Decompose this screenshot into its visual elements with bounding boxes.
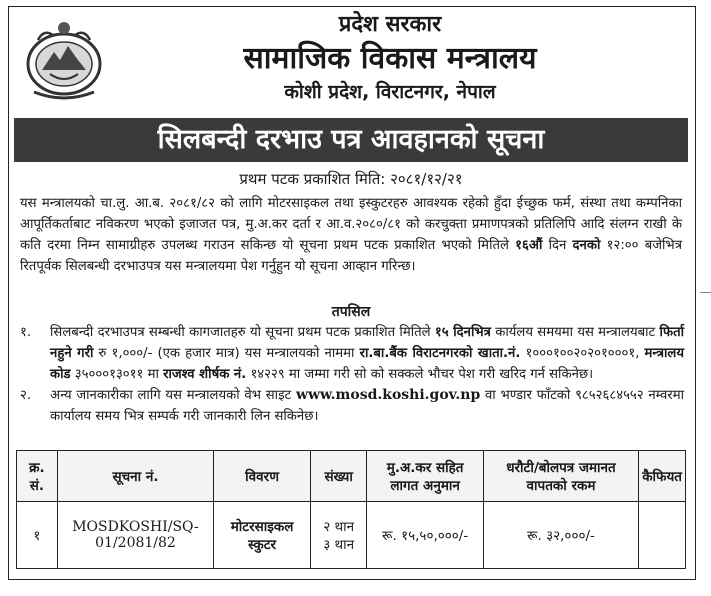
cell-estimate: रू. १५,५०,०००/- [367, 502, 483, 569]
cell-notice-no: MOSDKOSHI/SQ-01/2081/82 [57, 502, 214, 569]
item1-bold-3: रा.बा.बैंक विराटनगरको खाता.नं. [359, 346, 521, 361]
col-header-remarks: कैफियत [639, 451, 686, 502]
nepal-emblem-icon [20, 14, 108, 102]
schedule-heading: तपसिल [331, 304, 371, 320]
list-item-number: १. [20, 325, 32, 340]
col-header-estimate: मु.अ.कर सहित लागत अनुमान [367, 451, 483, 502]
cell-deposit: रू. ३२,०००/- [483, 502, 638, 569]
list-item-number: २. [20, 388, 32, 403]
ministry-name: सामाजिक विकास मन्त्रालय [243, 41, 537, 76]
list-item-text [50, 385, 684, 427]
item1-bold-2: फिर्ता नहुने गरी [50, 325, 684, 361]
table-header-row [17, 451, 686, 502]
para-text-1: यस मन्त्रालयको चा.लु. आ.ब. २०८१/८२ को लागि मोटरसाइकल तथा इस्कुटरहरु आवश्यक रहेको हुँदा ईच्छुक फर्म, संस्था तथा कम्पनिका आपूर्तिकर्ताबाट नविकरण भएको इजाजत पत्र, मु.अ.कर दर्ता र आ.व.२०८०/८१ को करचुक्ता प्रमाणपत्रको प्रतिलिपि आदि संलग्न राखी के कति दरमा निम्न सामाग्रीहरु उपलब्ध गराउन सकिन्छ यो सूचना प्रथम पटक प्रकाशित भएको मितिले [20, 196, 682, 253]
item1-text-1: सिलबन्दी दरभाउपत्र सम्बन्धी कागजातहरु यो सूचना प्रथम पटक प्रकाशित मितिले [50, 325, 435, 340]
notice-title: सिलबन्दी दरभाउ पत्र आवहानको सूचना [14, 118, 688, 162]
item1-bold-5: राजश्व शीर्षक नं. [163, 367, 247, 382]
item1-bold-1: १५ दिनभित्र [434, 325, 491, 340]
cell-remarks [639, 502, 686, 569]
terms-list [20, 322, 684, 427]
list-item [20, 385, 684, 427]
edge-mark [700, 292, 711, 293]
cell-description: मोटरसाइकल स्कुटर [214, 502, 311, 569]
ministry-header [110, 10, 670, 106]
col-header-description: विवरण [214, 451, 311, 502]
col-header-sn: क्र. सं. [17, 451, 58, 502]
item1-text-5: ३५०००१३०११ मा [70, 367, 164, 382]
cell-quantity [310, 502, 367, 569]
qty-motorcycle: २ थान [323, 519, 355, 535]
list-item [20, 322, 684, 385]
item1-bold-4: मन्त्रालय कोड [50, 346, 685, 382]
notice-paragraph [20, 193, 682, 277]
item1-text-6: १४२२९ मा जम्मा गरी सो को सक्कले भौचर पेश गरी खरिद गर्न सकिनेछ। [246, 367, 594, 382]
website-link[interactable]: www.mosd.koshi.gov.np [295, 387, 481, 403]
item2-text-2: वा भण्डार फाँटको ९८५२६८४५५२ नम्वरमा कार्यालय समय भित्र सम्पर्क गरी जानकारी लिन सकिनेछ। [50, 388, 685, 424]
cell-sn: १ [17, 502, 58, 569]
province-government: प्रदेश सरकार [338, 12, 442, 37]
col-header-quantity: संख्या [310, 451, 367, 502]
table-row [17, 502, 686, 569]
item1-text-3: रु १,०००/- (एक हजार मात्र) यस मन्त्रालयको नाममा [93, 346, 360, 361]
para-text-3: १२:०० बजेभित्र रितपूर्वक सिलबन्धी दरभाउपत्र यस मन्त्रालयमा पेश गर्नुहुन यो सूचना आव्हान गरिन्छ। [20, 238, 682, 274]
items-table [16, 450, 686, 569]
para-bold-1: १६औं [515, 238, 543, 253]
para-text-2: दिन [542, 238, 573, 253]
ministry-address: कोशी प्रदेश, विराटनगर, नेपाल [284, 81, 496, 103]
item1-text-2: कार्यलय समयमा यस मन्त्रालयबाट [490, 325, 660, 340]
qty-scooter: ३ थान [323, 537, 355, 553]
para-bold-2: दनको [572, 238, 601, 253]
publication-date: प्रथम पटक प्रकाशित मिति: २०८१/१२/२१ [239, 170, 463, 188]
list-item-text [50, 322, 684, 385]
col-header-notice-no: सूचना नं. [57, 451, 214, 502]
item2-text-1: अन्य जानकारीका लागि यस मन्त्रालयको वेभ साइट [50, 388, 296, 403]
col-header-deposit: धरौटी/बोलपत्र जमानत वापतको रकम [483, 451, 638, 502]
item1-text-4: १०००१००२०२०१०००१, [520, 346, 645, 361]
